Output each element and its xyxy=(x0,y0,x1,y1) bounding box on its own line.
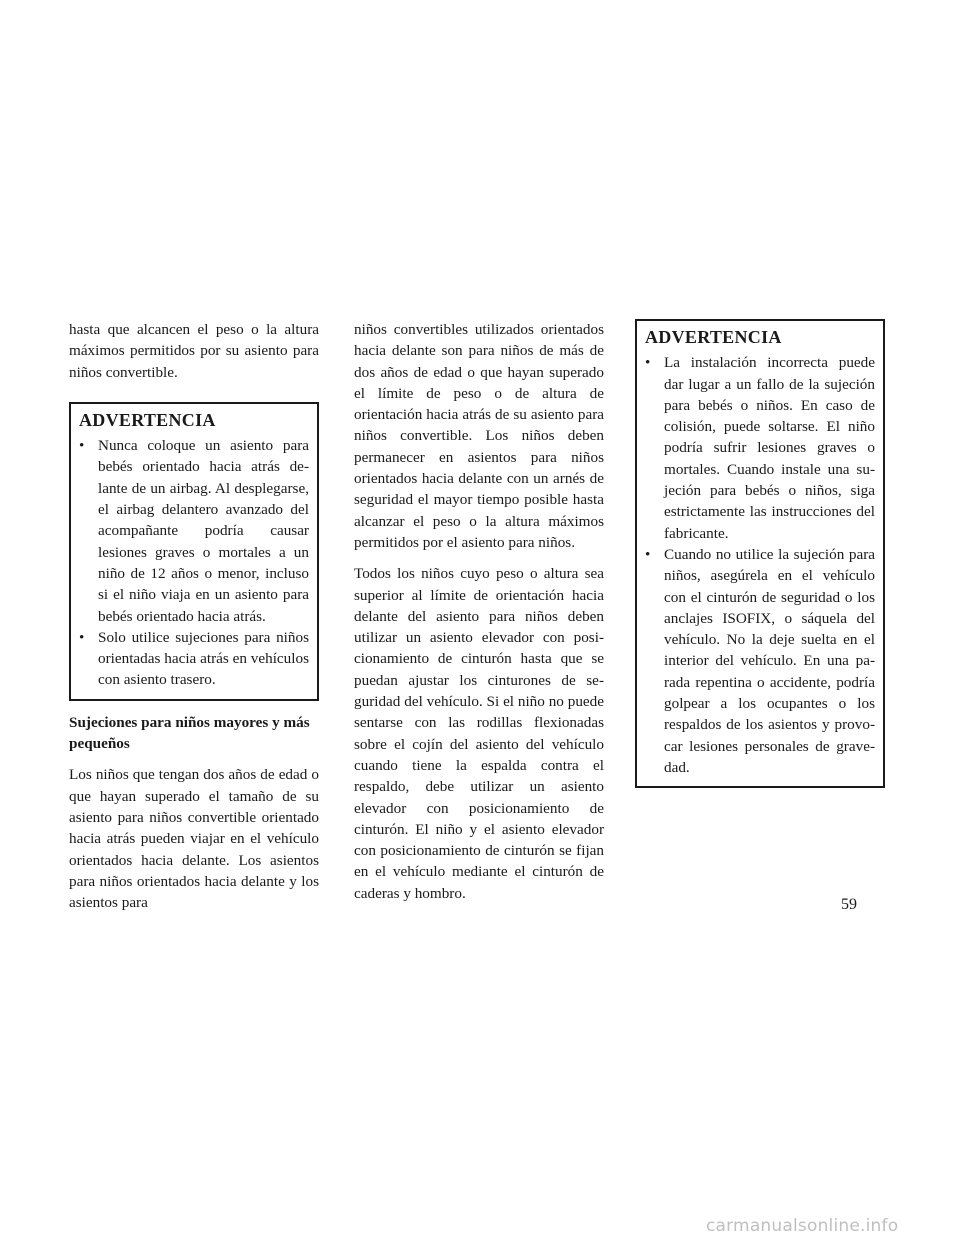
column-3 xyxy=(635,319,885,799)
body-paragraph: Todos los niños cuyo peso o altura sea superior al límite de orientación hacia delante del asiento para niños deben utilizar un asiento elevador con posicionamiento de cinturón hasta que se puedan ajustar los cinturones de seguridad del vehículo. Si el niño no puede sentarse con las rodillas flexionadas sobre el cojín del asiento del vehículo cuando tiene la espalda contra el respaldo, debe utilizar un asiento elevador con posicionamiento de cinturón. El niño y el asiento elevador con posicionamiento de cinturón se fijan en el vehículo mediante el cinturón de caderas y hombro. xyxy=(354,565,604,902)
column-1 xyxy=(69,319,319,923)
body-paragraph: Los niños que tengan dos años de edad o que hayan superado el tamaño de su asiento para niños convertible orientado hacia atrás pueden viajar en el vehículo orientados hacia delante. Los asientos para niños orientados hacia delante y los asientos para xyxy=(69,766,319,912)
warning-title: ADVERTENCIA xyxy=(645,327,782,347)
page-number: 59 xyxy=(841,896,857,913)
warning-list xyxy=(79,435,309,691)
warning-box-1 xyxy=(69,402,319,701)
warning-item: • Nunca coloque un asiento para bebés orientado hacia atrás delante de un airbag. Al desplegarse, el airbag delantero avanzado del acompañante podría causar lesiones graves o mortales a un niño de 12 años o menor, incluso si el niño viaja en un asiento para bebés orientado hacia atrás. xyxy=(79,435,309,627)
warning-item: • Solo utilice sujeciones para niños orientadas hacia atrás en vehículos con asiento trasero. xyxy=(79,627,309,691)
section-heading: Sujeciones para niños mayores y más pequeños xyxy=(69,713,310,753)
warning-item: • La instalación incorrecta puede dar lugar a un fallo de la sujeción para bebés o niños. En caso de colisión, puede soltarse. El niño podría sufrir lesiones graves o mortales. Cuando instale una sujeción para bebés o niños, siga estrictamente las instrucciones del fabricante. xyxy=(645,352,875,544)
body-paragraph: niños convertibles utilizados orientados hacia delante son para niños de más de dos años de edad o que hayan superado el límite de peso o de altura de orientación hacia atrás de su asiento para niños convertible. Los niños deben permanecer en asientos para niños orientados hacia delante con un arnés de seguridad el mayor tiempo posible hasta alcanzar el peso o la altura máximos permitidos por el asiento para niños. xyxy=(354,321,604,551)
intro-paragraph: hasta que alcancen el peso o la altura máximos permitidos por su asiento para niños convertible. xyxy=(69,321,319,381)
watermark: carmanualsonline.info xyxy=(706,1216,899,1236)
warning-item: • Cuando no utilice la sujeción para niños, asegúrela en el vehículo con el cinturón de seguridad o los anclajes ISOFIX, o sáquela del vehículo. No la deje suelta en el interior del vehículo. En una parada repentina o accidente, podría golpear a los ocupantes o los respaldos de los asientos y provocar lesiones personales de gravedad. xyxy=(645,544,875,778)
warning-title: ADVERTENCIA xyxy=(79,409,216,430)
warning-box-2 xyxy=(635,319,885,788)
warning-list xyxy=(645,352,875,778)
column-2 xyxy=(354,319,604,914)
